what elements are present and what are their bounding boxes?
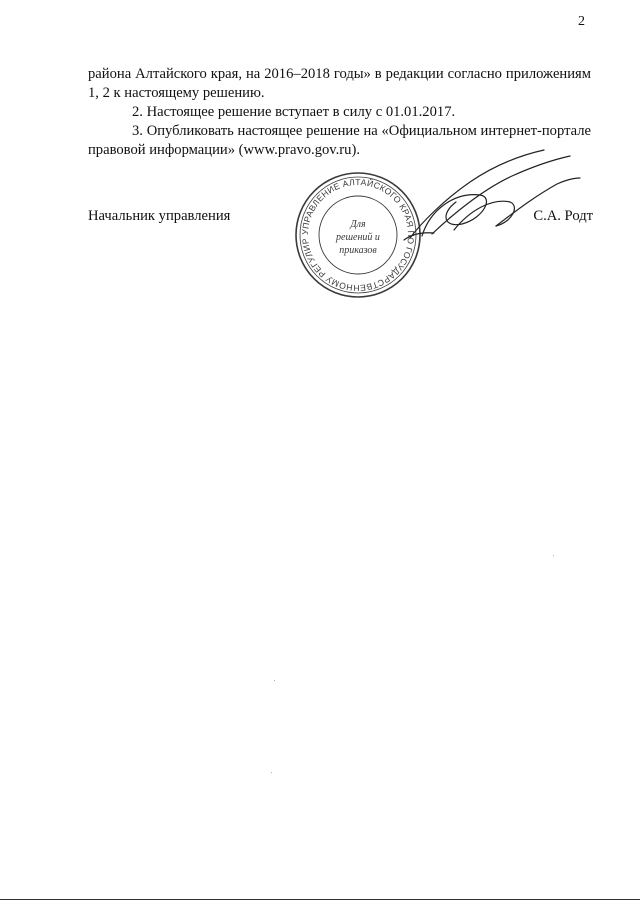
scan-speck [274,680,275,681]
signer-title: Начальник управления [88,208,231,224]
signature-scribble-icon [392,140,582,245]
paragraph-publication: 3. Опубликовать настоящее решение на «Официальном интернет-портале правовой информации» (www.pravo.gov.ru). [88,123,591,158]
scan-speck [553,555,554,556]
stamp-center-line-3: приказов [339,245,377,256]
scan-bottom-edge [0,899,640,900]
stamp-center-line-2: решений и [336,232,380,243]
handwritten-signature [392,140,582,245]
paragraph-continuation: района Алтайского края, на 2016–2018 годы» в редакции согласно приложениям 1, 2 к настоящему решению. [88,66,591,101]
paragraph-effective-date: 2. Настоящее решение вступает в силу с 01.01.2017. [132,104,456,120]
signer-name: С.А. Родт [533,208,593,224]
stamp-ring-text: УПРАВЛЕНИЕ АЛТАЙСКОГО КРАЯ ПО ГОСУДАРСТВЕННОМУ РЕГУЛИР [299,176,417,294]
page-number: 2 [578,14,585,29]
stamp-center-line-1: Для [350,219,366,230]
scan-speck [271,772,272,773]
